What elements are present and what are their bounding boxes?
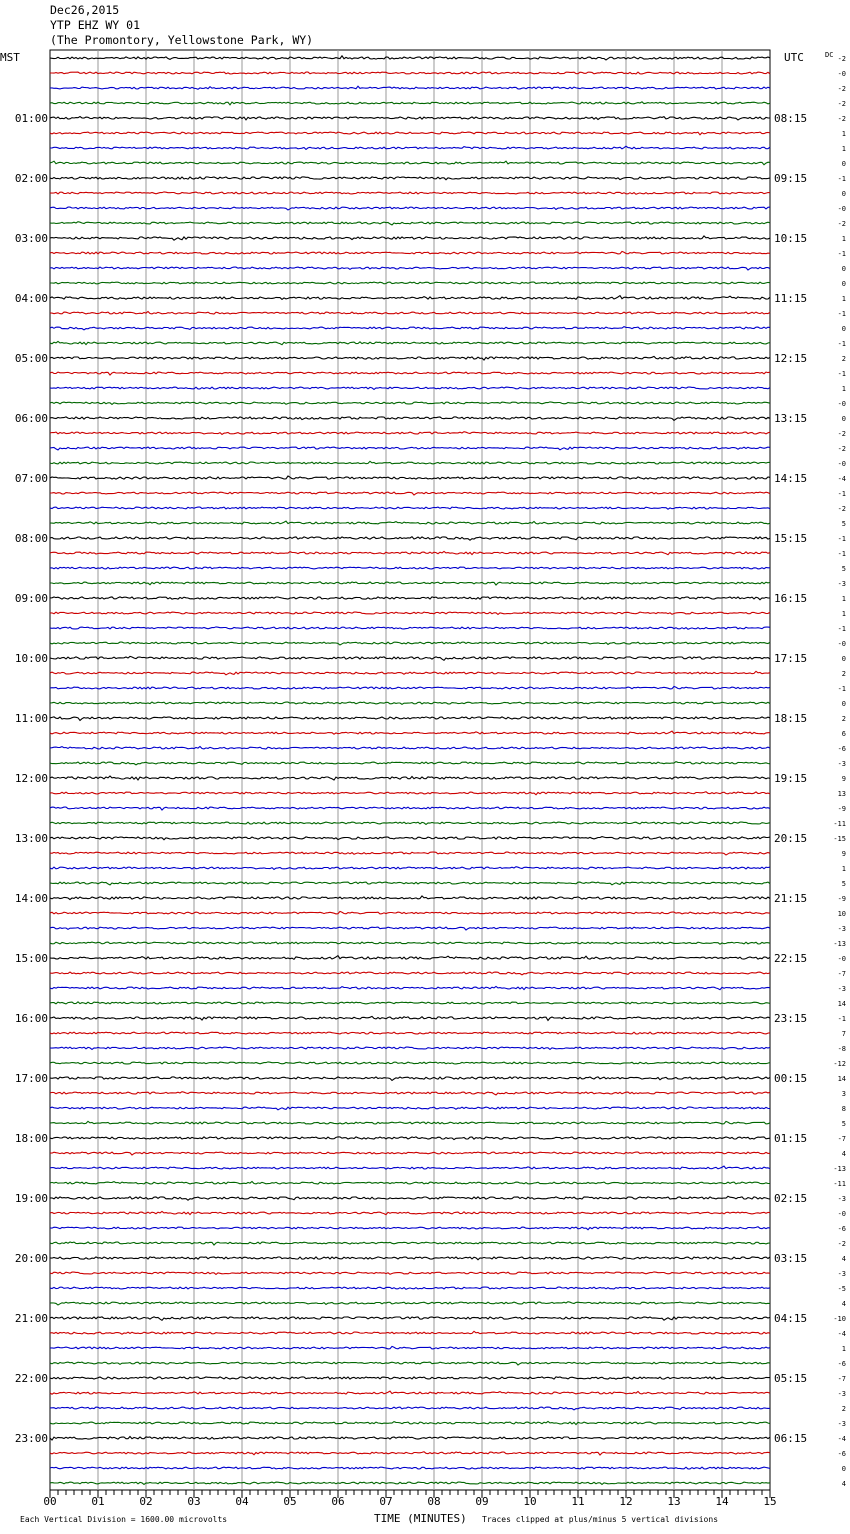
trace-line [50,146,770,149]
trace-line [50,447,770,450]
trace-line [50,417,770,421]
trace-line [50,1437,770,1441]
trace-line [50,521,770,524]
mst-hour-label: 14:00 [14,892,48,905]
dc-offset-label: -9 [837,895,846,903]
dc-offset-label: -0 [837,70,846,78]
trace-line [50,1421,770,1424]
trace-line [50,1452,770,1455]
trace-line [50,222,770,225]
dc-offset-label: 0 [841,190,846,198]
trace-line [50,387,770,389]
dc-offset-label: -0 [837,1210,846,1218]
dc-offset-label: -1 [837,340,846,348]
x-tick-label: 08 [427,1495,441,1508]
mst-hour-label: 11:00 [14,712,48,725]
trace-line [50,1331,770,1334]
mst-hour-label: 20:00 [14,1252,48,1265]
trace-line [50,1166,770,1169]
dc-offset-label: -3 [837,1195,846,1203]
station-location: (The Promontory, Yellowstone Park, WY) [50,33,314,47]
utc-hour-label: 17:15 [774,652,808,665]
trace-line [50,1047,770,1049]
mst-hour-label: 09:00 [14,592,48,605]
trace-line [50,642,770,645]
trace-line [50,1092,770,1095]
dc-offset-label: 4 [841,1150,846,1158]
dc-offset-label: -3 [837,1390,846,1398]
trace-line [50,1016,770,1020]
dc-offset-label: -0 [837,640,846,648]
mst-hour-label: 08:00 [14,532,48,545]
dc-offset-label: -1 [837,250,846,258]
dc-offset-label: -6 [837,1225,846,1233]
trace-line [50,507,770,509]
dc-offset-label: -2 [837,430,846,438]
dc-offset-label: -3 [837,925,846,933]
utc-hour-label: 04:15 [774,1312,808,1325]
dc-offset-label: 0 [841,655,846,663]
dc-offset-label: 2 [841,1405,846,1413]
trace-line [50,807,770,810]
trace-line [50,776,770,780]
trace-line [50,312,770,315]
dc-offset-label: -7 [837,970,846,978]
dc-offset-label: -5 [837,1285,846,1293]
trace-line [50,1467,770,1469]
dc-offset-label: 0 [841,325,846,333]
dc-offset-label: 4 [841,1255,846,1263]
trace-line [50,911,770,914]
dc-offset-label: 0 [841,265,846,273]
mst-hour-label: 06:00 [14,412,48,425]
dc-offset-label: 5 [841,880,846,888]
trace-line [50,1077,770,1081]
trace-line [50,882,770,885]
trace-line [50,207,770,210]
station-id: YTP EHZ WY 01 [50,18,141,32]
utc-hour-label: 11:15 [774,292,808,305]
dc-offset-label: 1 [841,1345,846,1353]
trace-line [50,551,770,554]
dc-offset-label: -2 [837,55,846,63]
x-tick-label: 06 [331,1495,345,1508]
x-tick-label: 11 [571,1495,585,1508]
x-tick-label: 09 [475,1495,489,1508]
dc-offset-label: 4 [841,1480,846,1488]
trace-line [50,132,770,135]
dc-offset-label: -2 [837,505,846,513]
trace-line [50,567,770,569]
dc-offset-label: 9 [841,775,846,783]
dc-offset-label: 5 [841,520,846,528]
dc-offset-label: 14 [837,1000,846,1008]
dc-offset-label: -7 [837,1375,846,1383]
x-tick-label: 10 [523,1495,537,1508]
dc-offset-label: 5 [841,565,846,573]
trace-line [50,1257,770,1260]
x-tick-label: 02 [139,1495,153,1508]
trace-line [50,461,770,464]
dc-offset-label: -1 [837,175,846,183]
dc-offset-label: -1 [837,550,846,558]
dc-offset-label: -0 [837,205,846,213]
dc-offset-label: -12 [833,1060,846,1068]
trace-line [50,177,770,180]
trace-line [50,1227,770,1230]
utc-hour-label: 01:15 [774,1132,808,1145]
dc-offset-label: 0 [841,160,846,168]
utc-hour-label: 20:15 [774,832,808,845]
dc-offset-label: 0 [841,415,846,423]
dc-offset-label: 2 [841,715,846,723]
dc-offset-label: -2 [837,115,846,123]
dc-offset-label: -2 [837,85,846,93]
dc-offset-label: -6 [837,1450,846,1458]
trace-line [50,432,770,435]
x-tick-label: 01 [91,1495,105,1508]
mst-hour-label: 16:00 [14,1012,48,1025]
trace-line [50,251,770,254]
trace-line [50,1346,770,1349]
dc-offset-label: 2 [841,670,846,678]
dc-offset-label: 9 [841,850,846,858]
scale-note: Each Vertical Division = 1600.00 microvolts [20,1515,228,1524]
dc-offset-label: -1 [837,490,846,498]
trace-line [50,1407,770,1410]
x-tick-label: 04 [235,1495,249,1508]
trace-line [50,492,770,495]
dc-offset-label: 0 [841,1465,846,1473]
dc-offset-label: -0 [837,400,846,408]
dc-offset-label: 4 [841,1300,846,1308]
trace-line [50,1196,770,1200]
dc-offset-label: 3 [841,1090,846,1098]
dc-offset-label: -0 [837,460,846,468]
trace-line [50,1377,770,1379]
dc-offset-label: -3 [837,760,846,768]
dc-offset-label: 5 [841,1120,846,1128]
dc-offset-label: -2 [837,220,846,228]
dc-offset-label: -13 [833,940,846,948]
dc-offset-label: 10 [837,910,846,918]
trace-line [50,1287,770,1289]
dc-offset-label: 14 [837,1075,846,1083]
trace-line [50,852,770,855]
trace-line [50,972,770,975]
trace-line [50,192,770,194]
trace-line [50,1482,770,1484]
dc-offset-label: -4 [837,475,846,483]
x-tick-label: 13 [667,1495,681,1508]
trace-line [50,1032,770,1034]
mst-hour-label: 10:00 [14,652,48,665]
utc-hour-label: 23:15 [774,1012,808,1025]
dc-offset-label: -4 [837,1330,846,1338]
trace-line [50,1272,770,1275]
dc-offset-label: -1 [837,685,846,693]
dc-offset-label: -2 [837,1240,846,1248]
trace-line [50,282,770,284]
utc-header-label: UTC [784,51,804,64]
dc-offset-label: -11 [833,820,846,828]
trace-line [50,612,770,614]
dc-offset-label: -1 [837,1015,846,1023]
trace-line [50,102,770,105]
dc-offset-label: -1 [837,625,846,633]
utc-hour-label: 19:15 [774,772,808,785]
dc-offset-label: -3 [837,985,846,993]
utc-hour-label: 08:15 [774,112,808,125]
dc-offset-label: 2 [841,355,846,363]
mst-hour-label: 21:00 [14,1312,48,1325]
trace-line [50,1211,770,1214]
trace-line [50,1242,770,1245]
trace-line [50,296,770,300]
trace-line [50,597,770,600]
dc-offset-label: -15 [833,835,846,843]
trace-line [50,1302,770,1305]
x-tick-label: 00 [43,1495,57,1508]
utc-hour-label: 13:15 [774,412,808,425]
x-tick-label: 07 [379,1495,393,1508]
trace-line [50,702,770,704]
trace-line [50,927,770,930]
trace-line [50,161,770,165]
trace-line [50,1002,770,1004]
dc-offset-label: -13 [833,1165,846,1173]
utc-hour-label: 03:15 [774,1252,808,1265]
trace-line [50,731,770,734]
trace-line [50,717,770,721]
mst-hour-label: 04:00 [14,292,48,305]
trace-line [50,1362,770,1365]
x-tick-label: 05 [283,1495,297,1508]
trace-line [50,327,770,330]
x-axis-title: TIME (MINUTES) [374,1512,467,1525]
dc-offset-label: -10 [833,1315,846,1323]
trace-line [50,372,770,375]
dc-offset-label: -1 [837,370,846,378]
utc-hour-label: 12:15 [774,352,808,365]
dc-offset-label: -1 [837,535,846,543]
trace-line [50,627,770,629]
trace-line [50,537,770,541]
trace-line [50,236,770,240]
mst-hour-label: 02:00 [14,172,48,185]
dc-offset-label: -7 [837,1135,846,1143]
trace-line [50,792,770,795]
trace-line [50,656,770,660]
trace-line [50,86,770,89]
dc-offset-label: 8 [841,1105,846,1113]
x-tick-label: 14 [715,1495,729,1508]
trace-line [50,1317,770,1321]
trace-line [50,582,770,585]
trace-line [50,356,770,360]
clip-note: Traces clipped at plus/minus 5 vertical divisions [482,1515,719,1524]
trace-line [50,686,770,689]
mst-hour-label: 12:00 [14,772,48,785]
utc-hour-label: 02:15 [774,1192,808,1205]
trace-line [50,942,770,944]
trace-line [50,117,770,121]
utc-hour-label: 09:15 [774,172,808,185]
mst-hour-label: 05:00 [14,352,48,365]
mst-header-label: MST [0,51,20,64]
trace-line [50,72,770,74]
dc-offset-label: -2 [837,100,846,108]
dc-offset-label: 0 [841,700,846,708]
mst-hour-label: 17:00 [14,1072,48,1085]
dc-offset-label: -3 [837,1420,846,1428]
trace-line [50,1121,770,1124]
trace-line [50,822,770,824]
utc-hour-label: 05:15 [774,1372,808,1385]
utc-hour-label: 21:15 [774,892,808,905]
x-tick-label: 03 [187,1495,201,1508]
dc-offset-label: -3 [837,1270,846,1278]
mst-hour-label: 23:00 [14,1432,48,1445]
trace-line [50,762,770,765]
dc-offset-label: 7 [841,1030,846,1038]
dc-offset-label: -1 [837,310,846,318]
utc-hour-label: 10:15 [774,232,808,245]
mst-hour-label: 03:00 [14,232,48,245]
mst-hour-label: 18:00 [14,1132,48,1145]
mst-hour-label: 15:00 [14,952,48,965]
trace-line [50,1152,770,1155]
x-tick-label: 12 [619,1495,633,1508]
dc-offset-label: 13 [837,790,846,798]
trace-line [50,1137,770,1140]
trace-line [50,341,770,344]
dc-offset-label: 1 [841,610,846,618]
mst-hour-label: 07:00 [14,472,48,485]
x-tick-label: 15 [763,1495,777,1508]
trace-line [50,747,770,750]
trace-line [50,1062,770,1064]
utc-hour-label: 00:15 [774,1072,808,1085]
trace-line [50,867,770,870]
trace-line [50,267,770,270]
dc-offset-label: -2 [837,445,846,453]
dc-offset-label: -6 [837,745,846,753]
mst-hour-label: 22:00 [14,1372,48,1385]
dc-offset-label: 1 [841,130,846,138]
dc-offset-label: 0 [841,280,846,288]
dc-offset-label: 1 [841,865,846,873]
dc-offset-label: -0 [837,955,846,963]
utc-hour-label: 16:15 [774,592,808,605]
utc-hour-label: 06:15 [774,1432,808,1445]
utc-hour-label: 18:15 [774,712,808,725]
trace-line [50,1107,770,1110]
dc-offset-label: 1 [841,145,846,153]
dc-offset-label: -3 [837,580,846,588]
dc-offset-label: 1 [841,295,846,303]
dc-offset-label: -11 [833,1180,846,1188]
dc-offset-label: -6 [837,1360,846,1368]
trace-line [50,1391,770,1394]
trace-line [50,671,770,675]
dc-offset-label: -8 [837,1045,846,1053]
trace-line [50,402,770,405]
utc-hour-label: 14:15 [774,472,808,485]
mst-hour-label: 19:00 [14,1192,48,1205]
trace-line [50,476,770,480]
dc-offset-label: 1 [841,595,846,603]
dc-offset-label: 1 [841,385,846,393]
utc-hour-label: 15:15 [774,532,808,545]
trace-line [50,56,770,60]
dc-offset-label: 6 [841,730,846,738]
trace-line [50,986,770,989]
trace-line [50,1182,770,1185]
trace-line [50,896,770,900]
dc-header-label: DC [825,51,834,59]
dc-offset-label: -4 [837,1435,846,1443]
dc-offset-label: -9 [837,805,846,813]
plot-date: Dec26,2015 [50,3,120,17]
mst-hour-label: 01:00 [14,112,48,125]
trace-line [50,837,770,840]
utc-hour-label: 22:15 [774,952,808,965]
trace-line [50,956,770,960]
mst-hour-label: 13:00 [14,832,48,845]
dc-offset-label: 1 [841,235,846,243]
